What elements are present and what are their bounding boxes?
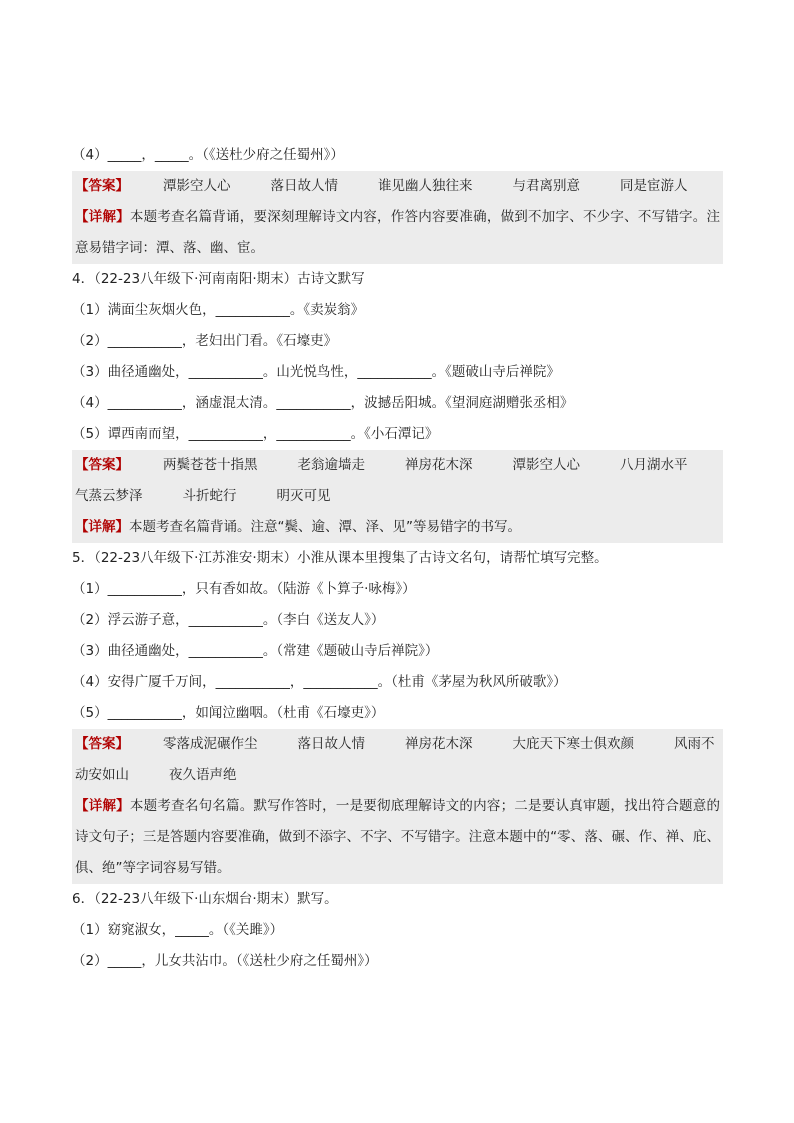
answer-item: 老翁逾墙走: [297, 457, 365, 473]
answer-line: [72, 760, 723, 791]
answer-item: 禅房花木深: [405, 736, 473, 752]
question-item: （1）满面尘灰烟火色，___________。《卖炭翁》: [72, 302, 365, 318]
detail-label: 【详解】: [75, 798, 130, 814]
answer-item: 气蒸云梦泽: [75, 488, 143, 504]
question-item: （4）_____，_____。（《送杜少府之任蜀州》）: [72, 147, 344, 163]
question-item: （2）___________，老妇出门看。《石壕吏》: [72, 333, 338, 349]
answer-item: 谁见幽人独往来: [378, 178, 473, 194]
answer-item: 与君离别意: [512, 178, 580, 194]
answer-item: 两鬓苍苍十指黑: [163, 457, 258, 473]
detail-paragraph: [72, 512, 723, 543]
answer-label: 【答案】: [75, 736, 129, 752]
answer-item: 大庇天下寒士俱欢颜: [512, 736, 634, 752]
answer-item: 潭影空人心: [512, 457, 580, 473]
question-item: （1）___________，只有香如故。（陆游《卜算子·咏梅》）: [72, 581, 416, 597]
question-item: （3）曲径通幽处，___________。（常建《题破山寺后禅院》）: [72, 643, 439, 659]
question-item: （4）___________，涵虚混太清。___________，波撼岳阳城。《望洞庭湖赠张丞相》: [72, 395, 574, 411]
question-item: （2）浮云游子意，___________。（李白《送友人》）: [72, 612, 385, 628]
answer-item: 落日故人情: [270, 178, 338, 194]
question-item: （4）安得广厦千万间，___________，___________。（杜甫《茅屋为秋风所破歌》）: [72, 674, 567, 690]
detail-text: 本题考查名篇背诵，要深刻理解诗文内容，作答内容要准确，做到不加字、不少字、不写错字。注意易错字词：潭、落、幽、宦。: [75, 209, 721, 256]
answer-item: 禅房花木深: [405, 457, 473, 473]
question-item: （2）_____，儿女共沾巾。（《送杜少府之任蜀州》）: [72, 953, 378, 969]
question-item: （1）窈窕淑女，_____。（《关雎》）: [72, 922, 284, 938]
answer-item: 斗折蛇行: [182, 488, 237, 504]
question-stem: 5．（22-23八年级下·江苏淮安·期末）小淮从课本里搜集了古诗文名句，请帮忙填写完整。: [72, 550, 608, 566]
detail-label: 【详解】: [75, 209, 130, 225]
detail-paragraph: [72, 202, 723, 264]
document-body: [72, 140, 723, 977]
answer-item: 八月湖水平: [620, 457, 688, 473]
question-stem: 6．（22-23八年级下·山东烟台·期末）默写。: [72, 891, 338, 907]
answer-item: 落日故人情: [297, 736, 365, 752]
answer-label: 【答案】: [75, 457, 129, 473]
question-item: （5）谭西南而望，___________，___________。《小石潭记》: [72, 426, 439, 442]
answer-item: 风雨不: [674, 736, 715, 752]
answer-block: [72, 450, 723, 543]
detail-text: 本题考查名篇背诵。注意“鬓、逾、潭、泽、见”等易错字的书写。: [129, 519, 521, 535]
answer-line: [72, 481, 723, 512]
answer-block: [72, 729, 723, 884]
answer-label: 【答案】: [75, 178, 129, 194]
answer-line: [72, 729, 723, 760]
answer-block: [72, 171, 723, 264]
answer-line: [72, 171, 723, 202]
answer-item: 动安如山: [75, 767, 129, 783]
question-item: （3）曲径通幽处，___________。山光悦鸟性，___________。《题破山寺后禅院》: [72, 364, 560, 380]
question-stem: 4．（22-23八年级下·河南南阳·期末）古诗文默写: [72, 271, 365, 287]
question-item: （5）___________，如闻泣幽咽。（杜甫《石壕吏》）: [72, 705, 385, 721]
detail-label: 【详解】: [75, 519, 129, 535]
detail-paragraph: [72, 791, 723, 884]
detail-text: 本题考查名句名篇。默写作答时，一是要彻底理解诗文的内容；二是要认真审题，找出符合题意的诗文句子；三是答题内容要准确，做到不添字、不字、不写错字。注意本题中的“零、落、碾、作、禅、庇、俱、绝”等字词容易写错。: [75, 798, 721, 876]
answer-line: [72, 450, 723, 481]
answer-item: 明灭可见: [276, 488, 331, 504]
answer-item: 零落成泥碾作尘: [163, 736, 258, 752]
answer-item: 潭影空人心: [163, 178, 231, 194]
answer-item: 夜久语声绝: [169, 767, 237, 783]
answer-item: 同是宦游人: [620, 178, 688, 194]
